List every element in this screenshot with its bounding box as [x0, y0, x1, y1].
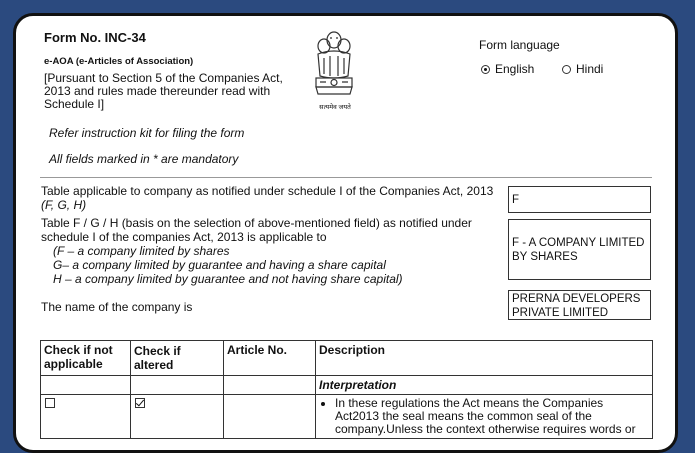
mandatory-note: All fields marked in * are mandatory	[49, 152, 239, 166]
header-altered: Check if altered	[131, 341, 224, 376]
not-applicable-cell	[41, 395, 131, 439]
header-article-no: Article No.	[224, 341, 316, 376]
table-applicable-field[interactable]: F	[508, 186, 651, 213]
articles-table	[40, 340, 653, 439]
section-divider	[40, 177, 652, 178]
language-option-english[interactable]	[481, 62, 534, 76]
pursuant-note: [Pursuant to Section 5 of the Companies Act, 2013 and rules made thereunder read with Schedule I]	[44, 71, 283, 111]
table-header-row	[41, 341, 653, 376]
form-language-label: Form language	[479, 38, 560, 52]
section-row	[41, 376, 653, 395]
altered-checkbox[interactable]	[135, 398, 145, 408]
company-name-field[interactable]: PRERNA DEVELOPERS PRIVATE LIMITED	[508, 290, 651, 320]
description-cell[interactable]	[316, 395, 653, 439]
table-basis-label: Table F / G / H (basis on the selection of above-mentioned field) as notified under schedule I of the companies Act, 2013 is applicable to	[41, 216, 472, 244]
article-no-cell[interactable]	[224, 395, 316, 439]
emblem-motto: सत्यमेव जयते	[319, 104, 351, 111]
table-basis-field[interactable]: F - A COMPANY LIMITED BY SHARES	[508, 219, 651, 280]
header-description: Description	[316, 341, 653, 376]
table-basis-option-h: H – a company limited by guarantee and not having share capital)	[53, 272, 403, 286]
table-row	[41, 395, 653, 439]
instruction-kit-note: Refer instruction kit for filing the form	[49, 126, 245, 140]
not-applicable-checkbox[interactable]	[45, 398, 55, 408]
table-basis-option-f: (F – a company limited by shares	[53, 244, 230, 258]
language-option-hindi[interactable]	[562, 62, 603, 76]
table-applicable-question	[41, 184, 501, 212]
table-basis-options	[41, 244, 501, 286]
national-emblem-icon	[306, 26, 362, 112]
altered-cell	[131, 395, 224, 439]
section-cell-empty-1	[41, 376, 131, 395]
language-option-hindi-label: Hindi	[576, 62, 604, 76]
table-applicable-hint: (F, G, H)	[41, 198, 87, 212]
table-basis-question	[41, 216, 501, 286]
section-cell-empty-2	[131, 376, 224, 395]
language-option-english-label: English	[495, 62, 535, 76]
form-frame	[13, 13, 678, 453]
form-subtitle: e-AOA (e-Articles of Association)	[44, 56, 194, 67]
header-not-applicable: Check if not applicable	[41, 341, 131, 376]
description-text: • In these regulations the Act means the Companies Act2013 the seal means the common seal of the company.Unless the context otherwise requires words or	[335, 397, 649, 436]
company-name-label: The name of the company is	[41, 300, 193, 314]
form-number: Form No. INC-34	[44, 30, 146, 45]
radio-english[interactable]	[481, 65, 490, 74]
radio-hindi[interactable]	[562, 65, 571, 74]
section-interpretation: Interpretation	[316, 376, 653, 395]
table-basis-option-g: G– a company limited by guarantee and having a share capital	[53, 258, 386, 272]
section-cell-empty-3	[224, 376, 316, 395]
table-applicable-label: Table applicable to company as notified under schedule I of the Companies Act, 2013	[41, 184, 494, 198]
